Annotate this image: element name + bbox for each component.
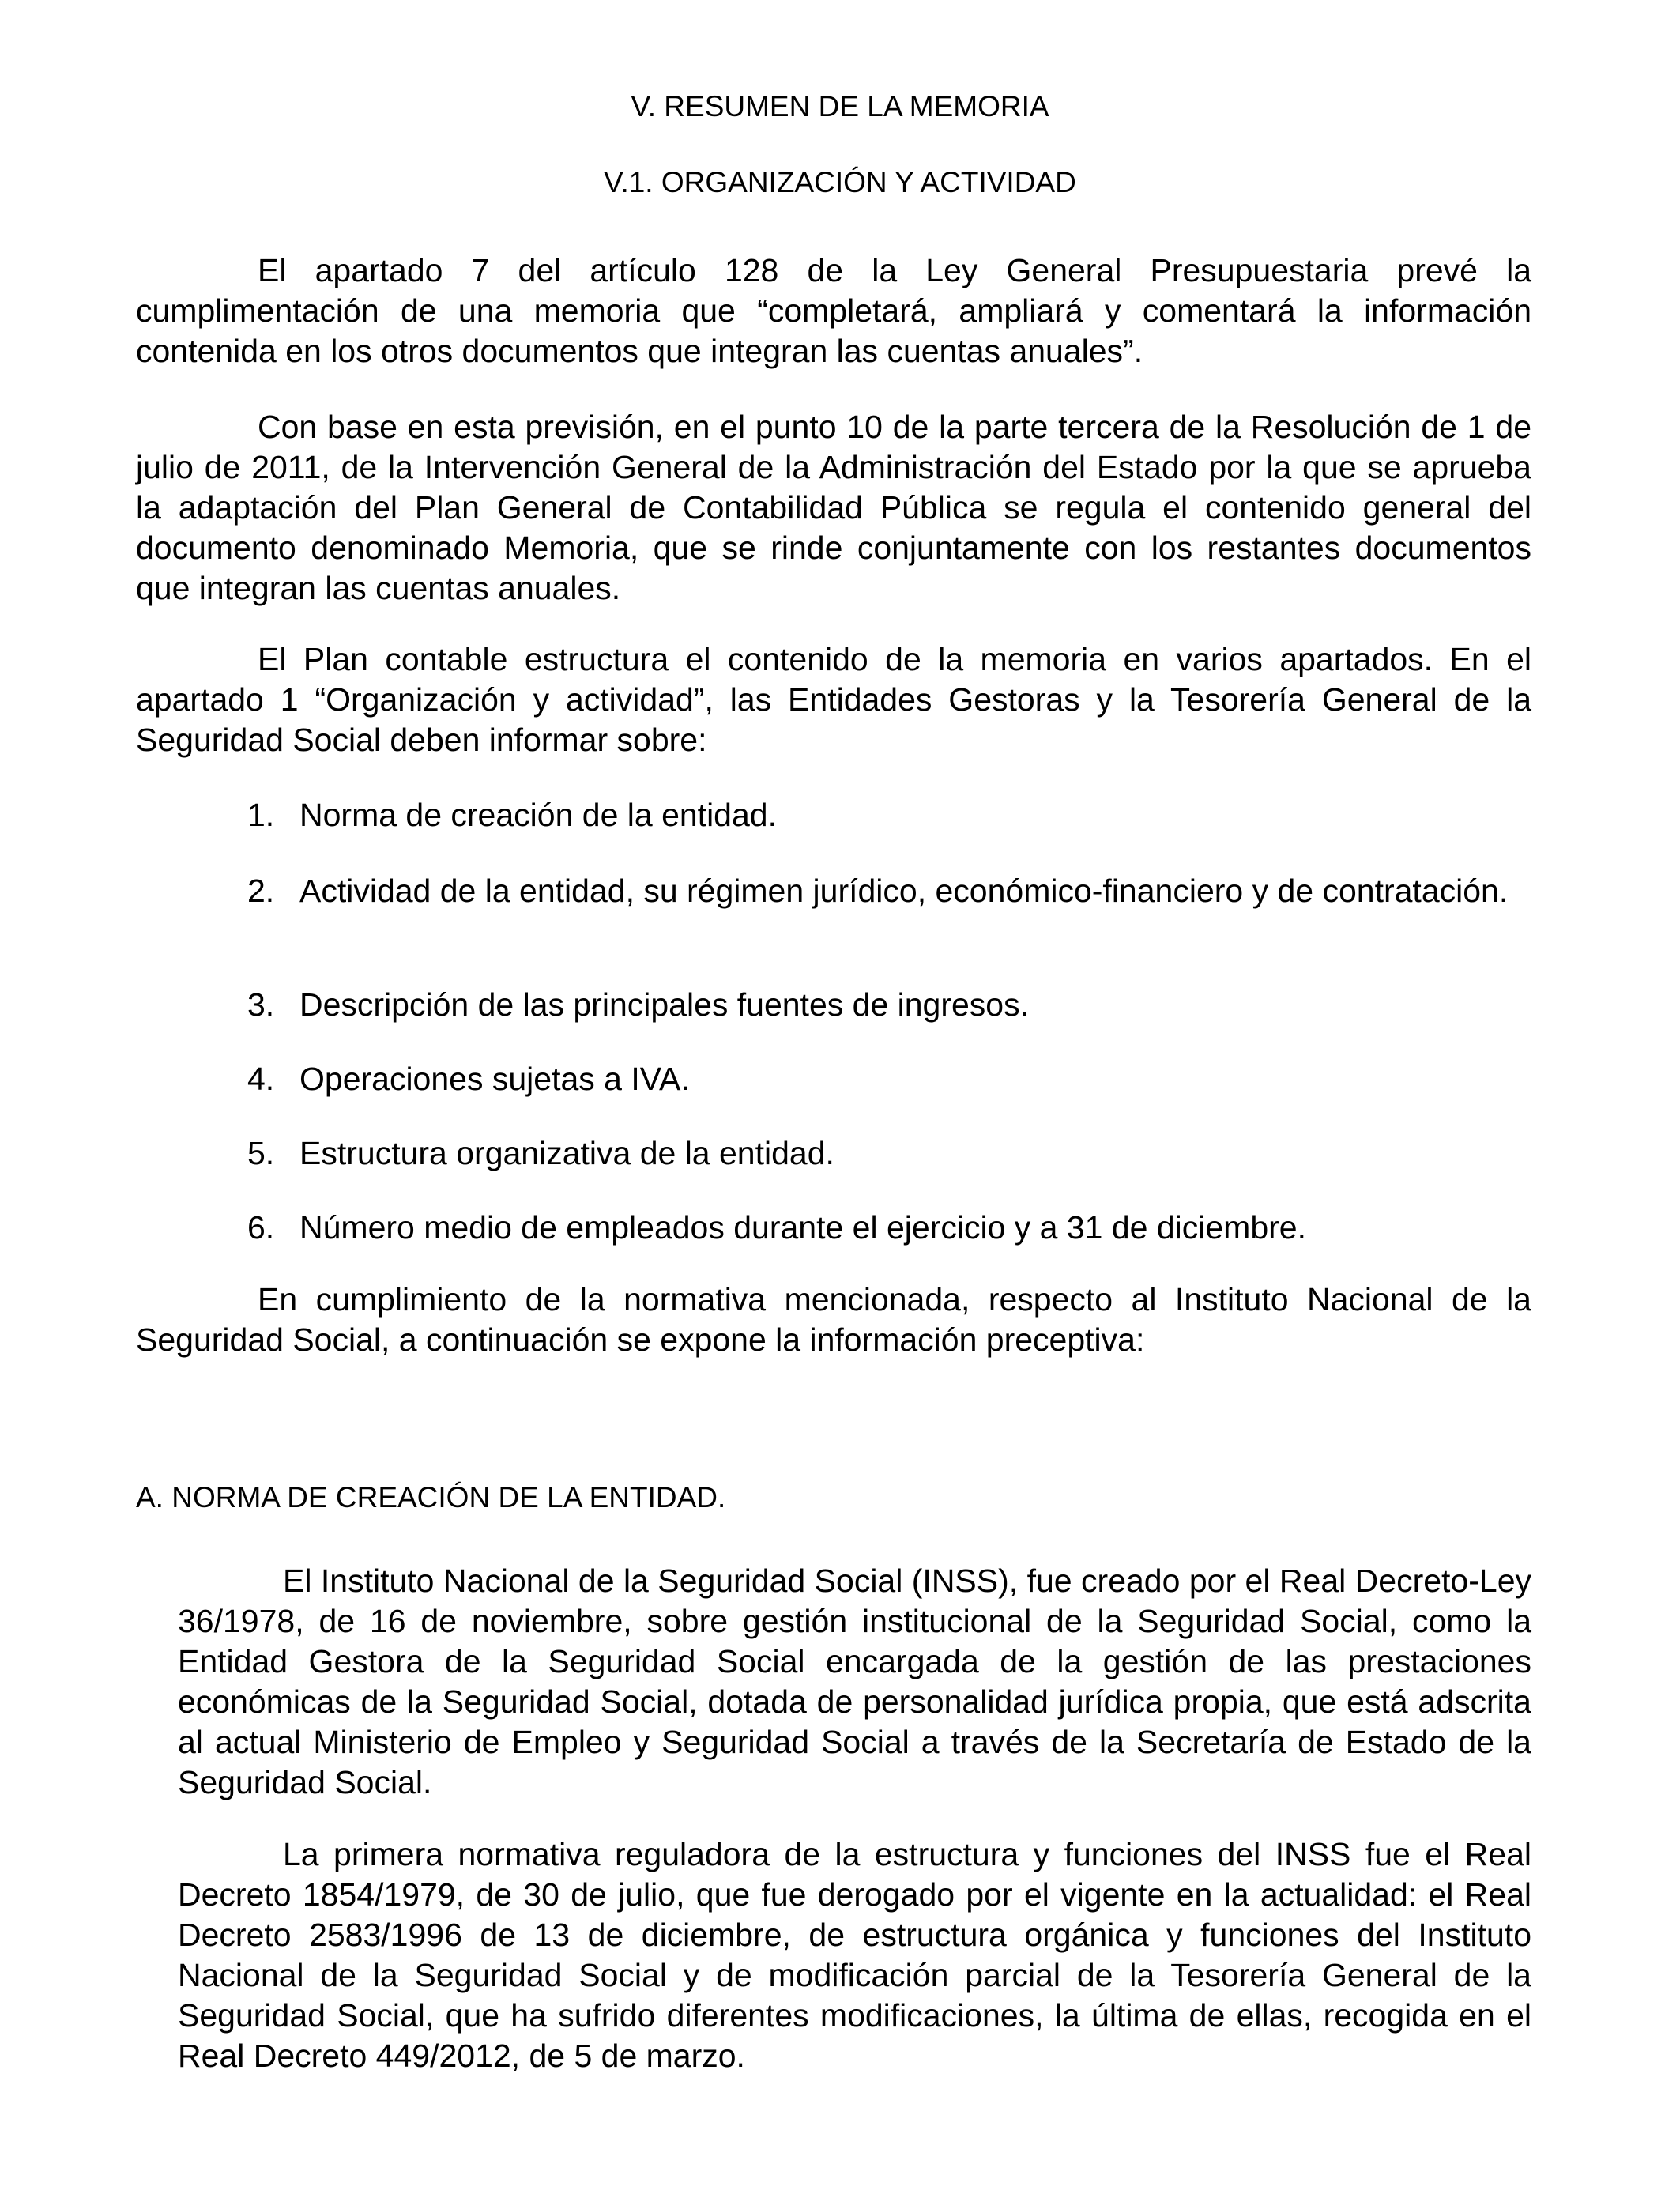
document-title: V. RESUMEN DE LA MEMORIA (631, 90, 1049, 123)
list-item-text: Número medio de empleados durante el ejercicio y a 31 de diciembre. (299, 1209, 1306, 1246)
list-item-number: 2. (247, 873, 275, 909)
list-item (247, 795, 1531, 835)
intro-paragraph-3 (136, 639, 1531, 760)
list-item-text: Norma de creación de la entidad. (299, 797, 777, 833)
intro-paragraph-2-text: Con base en esta previsión, en el punto 10 de la parte tercera de la Resolución de 1 de julio de 2011, de la Intervención General de la Administración del Estado por la que se aprueba la adaptación del Plan General de Contabilidad Pública se regula el contenido general del documento denominado Memoria, que se rinde conjuntamente con los restantes documentos que integran las cuentas anuales. (136, 409, 1531, 606)
list-item (247, 1133, 1531, 1174)
list-item-text: Actividad de la entidad, su régimen jurídico, económico-financiero y de contratación. (299, 873, 1509, 909)
intro-paragraph-2 (136, 407, 1531, 609)
list-item-number: 1. (247, 797, 275, 833)
closing-paragraph-text: En cumplimiento de la normativa mencionada, respecto al Instituto Nacional de la Seguridad Social, a continuación se expone la información preceptiva: (136, 1281, 1531, 1358)
list-item-number: 5. (247, 1135, 275, 1171)
list-item (247, 871, 1531, 911)
section-a-paragraph-2-text: La primera normativa reguladora de la estructura y funciones del INSS fue el Real Decreto 1854/1979, de 30 de julio, que fue derogado por el vigente en la actualidad: el Real Decreto 2583/1996 de 13 de diciembre, de estructura orgánica y funciones del Instituto Nacional de la Seguridad Social y de modificación parcial de la Tesorería General de la Seguridad Social, que ha sufrido diferentes modificaciones, la última de ellas, recogida en el Real Decreto 449/2012, de 5 de marzo. (178, 1836, 1531, 2074)
section-a-paragraph-2 (178, 1834, 1531, 2076)
list-item-text: Operaciones sujetas a IVA. (299, 1061, 690, 1097)
section-a-paragraph-1-text: El Instituto Nacional de la Seguridad Social (INSS), fue creado por el Real Decreto-Ley 36/1978, de 16 de noviembre, sobre gestión institucional de la Seguridad Social, como la Entidad Gestora de la Seguridad Social encargada de la gestión de las prestaciones económicas de la Seguridad Social, dotada de personalidad jurídica propia, que está adscrita al actual Ministerio de Empleo y Seguridad Social a través de la Secretaría de Estado de la Seguridad Social. (178, 1563, 1531, 1800)
section-subtitle: V.1. ORGANIZACIÓN Y ACTIVIDAD (604, 166, 1076, 198)
intro-paragraph-3-text: El Plan contable estructura el contenido de la memoria en varios apartados. En el apartado 1 “Organización y actividad”, las Entidades Gestoras y la Tesorería General de la Seguridad Social deben informar sobre: (136, 641, 1531, 758)
list-item (247, 1208, 1531, 1248)
list-item (247, 1059, 1531, 1099)
intro-paragraph-1 (136, 251, 1531, 371)
list-item-number: 4. (247, 1061, 275, 1097)
list-item-number: 3. (247, 986, 275, 1023)
list-item-number: 6. (247, 1209, 275, 1246)
intro-paragraph-1-text: El apartado 7 del artículo 128 de la Ley General Presupuestaria prevé la cumplimentación de una memoria que “completará, ampliará y comentará la información contenida en los otros documentos que integran las cuentas anuales”. (136, 252, 1531, 369)
list-item-text: Descripción de las principales fuentes de ingresos. (299, 986, 1030, 1023)
list-item (247, 985, 1531, 1025)
closing-paragraph (136, 1280, 1531, 1360)
list-item-text: Estructura organizativa de la entidad. (299, 1135, 834, 1171)
section-a-paragraph-1 (178, 1561, 1531, 1803)
section-a-heading: A. NORMA DE CREACIÓN DE LA ENTIDAD. (136, 1481, 726, 1514)
